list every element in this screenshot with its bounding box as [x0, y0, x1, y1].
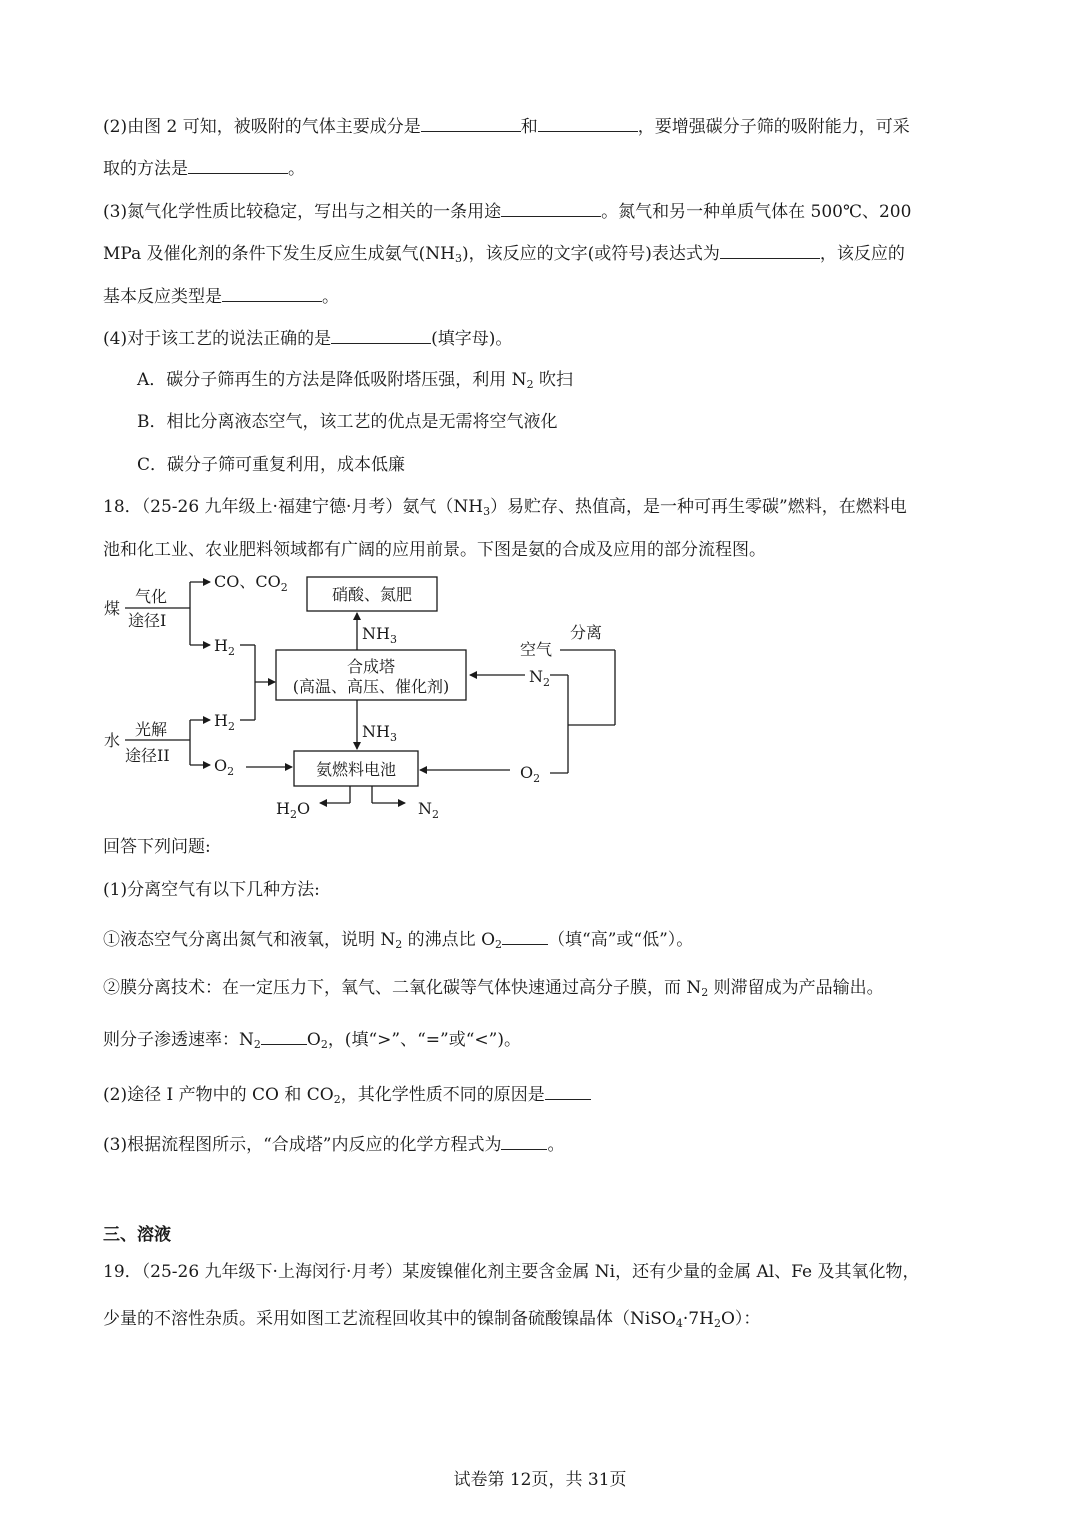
answer-blank[interactable] — [188, 155, 288, 174]
answer-blank[interactable] — [538, 113, 638, 132]
label-nh3-down: $NH_3$ — [362, 722, 397, 744]
label-route1: 途径I — [128, 611, 167, 630]
label-air: 空气 — [520, 640, 553, 659]
label-tower-line2: (高温、高压、催化剂) — [292, 677, 450, 696]
q18-answer-prompt: 回答下列问题: — [103, 837, 211, 857]
q17-part3-line1: (3)氮气化学性质比较稳定，写出与之相关的一条用途 。氮气和另一种单质气体在 500℃、200 — [103, 198, 911, 224]
label-tower-line1: 合成塔 — [346, 657, 396, 676]
answer-blank[interactable] — [261, 1026, 307, 1045]
page-footer: 试卷第 12页，共 31页 — [453, 1470, 627, 1490]
label-photolysis: 光解 — [135, 720, 168, 739]
label-separate: 分离 — [570, 623, 603, 642]
q18-sub1-c: 则分子渗透速率：$N_2$ $O_2$，(填“>”、“=”或“<”)。 — [103, 1026, 521, 1052]
label-co-co2: CO、$CO_2$ — [214, 572, 288, 594]
q18-sub2: (2)途径 I 产物中的 CO 和 $CO_2$，其化学性质不同的原因是 — [103, 1081, 591, 1107]
q19-line1: 19．（25-26 九年级下·上海闵行·月考）某废镍催化剂主要含金属 Ni，还有少量的金属 Al、Fe 及其氧化物， — [103, 1262, 920, 1282]
answer-blank[interactable] — [501, 198, 601, 217]
answer-blank[interactable] — [421, 113, 521, 132]
label-nitric: 硝酸、氮肥 — [331, 585, 413, 604]
q17-part3-line2: MPa 及催化剂的条件下发生反应生成氨气$(NH_3)$，该反应的文字(或符号)表达式为 ，该反应的 — [103, 240, 905, 266]
q18-intro-line1: 18．（25-26 九年级上·福建宁德·月考）氨气$(NH_3)$易贮存、热值高，是一种可再生零碳”燃料，在燃料电 — [103, 497, 907, 518]
label-n2-out: $N_2$ — [418, 799, 439, 821]
label-gasify: 气化 — [135, 587, 168, 606]
label-h2-top: $H_2$ — [214, 636, 235, 658]
label-h2o: $H_2O$ — [276, 799, 311, 821]
q18-sub1: (1)分离空气有以下几种方法: — [103, 880, 320, 900]
label-o2-right: $O_2$ — [520, 763, 541, 785]
answer-blank[interactable] — [720, 240, 820, 259]
q18-sub3: (3)根据流程图所示，“合成塔”内反应的化学方程式为 。 — [103, 1131, 564, 1157]
section-title: 三、溶液 — [103, 1225, 171, 1245]
q17-part2-line1: (2)由图 2 可知，被吸附的气体主要成分是 和 ，要增强碳分子筛的吸附能力，可采 — [103, 113, 910, 139]
q17-part4: (4)对于该工艺的说法正确的是 (填字母)。 — [103, 325, 512, 351]
answer-blank[interactable] — [502, 926, 548, 945]
ammonia-flow-diagram — [100, 565, 640, 830]
q18-intro-line2: 池和化工业、农业肥料领域都有广阔的应用前景。下图是氨的合成及应用的部分流程图。 — [103, 540, 766, 560]
label-n2-in: $N_2$ — [529, 667, 550, 689]
label-route2: 途径II — [125, 746, 170, 765]
q18-sub1-b: ②膜分离技术：在一定压力下，氧气、二氧化碳等气体快速通过高分子膜，而 $N_2$ 则滞留成为产品输出。 — [103, 978, 884, 999]
option-a[interactable]: A．碳分子筛再生的方法是降低吸附塔压强，利用 $N_2$ 吹扫 — [137, 370, 573, 391]
label-water: 水 — [104, 731, 121, 750]
label-h2-bottom: $H_2$ — [214, 711, 235, 733]
q19-line2: 少量的不溶性杂质。采用如图工艺流程回收其中的镍制备硫酸镍晶体$(NiSO_4\cdot 7H_2O)$： — [103, 1309, 761, 1330]
label-coal: 煤 — [104, 599, 121, 618]
label-nh3-up: $NH_3$ — [362, 624, 397, 646]
answer-blank[interactable] — [331, 325, 431, 344]
answer-blank[interactable] — [222, 283, 322, 302]
answer-blank[interactable] — [501, 1131, 547, 1150]
label-o2-left: $O_2$ — [214, 756, 235, 778]
option-c[interactable]: C．碳分子筛可重复利用，成本低廉 — [137, 455, 406, 475]
option-b[interactable]: B．相比分离液态空气，该工艺的优点是无需将空气液化 — [137, 412, 558, 432]
label-fuel-cell: 氨燃料电池 — [315, 760, 397, 779]
q17-part2-line2: 取的方法是 。 — [103, 155, 305, 181]
q18-sub1-a: ①液态空气分离出氮气和液氧，说明 $N_2$ 的沸点比 $O_2$ （填“高”或“低”）。 — [103, 926, 693, 952]
q17-part3-line3: 基本反应类型是 。 — [103, 283, 339, 309]
answer-blank[interactable] — [545, 1081, 591, 1100]
